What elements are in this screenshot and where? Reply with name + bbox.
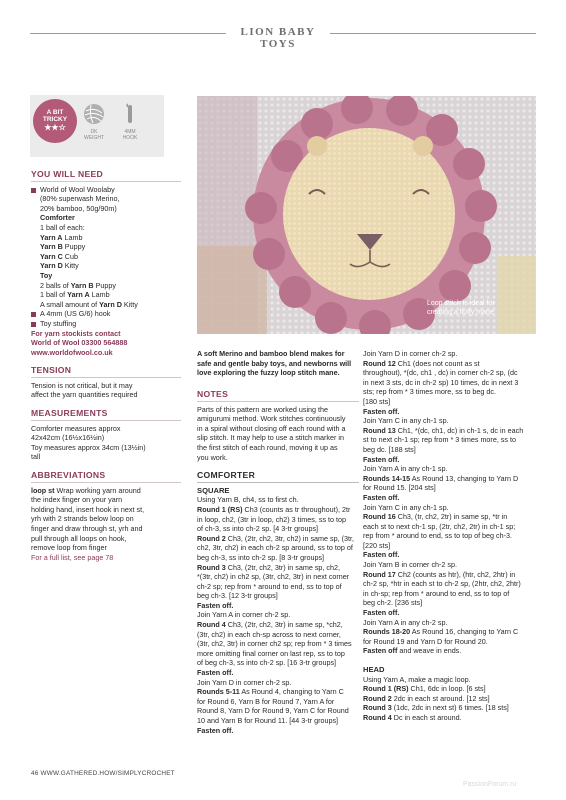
rounds-18-20-text-a: As Round 16, changing to Yarn C (410, 627, 519, 637)
comforter-qty: 1 ball of each: (40, 222, 85, 232)
join-yarn-a-3: Join Yarn A in any ch-2 sp. (363, 617, 448, 627)
abbrev-line-7: remove loop from finger (31, 543, 107, 553)
head-heading: HEAD (363, 665, 385, 674)
round-1-text-b: in loop, ch2, (3tr in loop, ch2) 3 times, ss to top (197, 514, 347, 524)
fasten-off-1: Fasten off. (197, 600, 234, 610)
round-3-text-a: Ch3, (2tr, ch2, 3tr) in same sp, ch2, (225, 562, 340, 572)
join-yarn-d: Join Yarn D in corner ch-2 sp. (197, 677, 292, 687)
measurements-line-2: 42x42cm (16½x16½in) (31, 433, 105, 443)
stockists-line-1: For yarn stockists contact (31, 328, 121, 338)
fasten-off-6: Fasten off. (363, 492, 400, 502)
head-round-2 (363, 694, 529, 704)
toy-line-2-pre: 1 ball of (40, 290, 68, 300)
head-round-1-text: Ch1, 6dc in loop. [6 sts] (408, 684, 486, 694)
rounds-5-11 (197, 687, 359, 697)
round-4-text-a: Ch3, (2tr, ch2, 3tr) in same sp, *ch2, (225, 620, 343, 630)
pattern-column-right (363, 349, 529, 723)
round-17-text-b: ch-2 sp, *htr in each st to ch-2 sp, (2htr, ch2, 2htr) (363, 579, 521, 589)
hook-size-caption (114, 129, 146, 141)
square-subheading: SQUARE (197, 485, 230, 495)
round-4-text-e: of beg ch-3, ss into ch-2 sp. [16 3-tr groups] (197, 658, 337, 668)
rounds-5-11-text-c: Round 8, Yarn D for Round 9, Yarn C for Round (197, 706, 349, 716)
yarn-fibre-line-2: 20% bamboo, 50g/90m) (40, 203, 117, 213)
round-2-text-a: Ch3, (2tr, ch2, 3tr, ch2) in same sp, (3tr, (225, 533, 354, 543)
rounds-14-15-label: Rounds 14-15 (363, 473, 411, 483)
toy-line-3-yarn: Yarn D (99, 299, 122, 309)
yarn-c-label: Yarn C (40, 251, 63, 261)
yarn-caption-1: DK (90, 129, 98, 135)
head-round-3 (363, 703, 529, 713)
round-4 (197, 620, 359, 630)
hook-item: A 4mm (US G/6) hook (31, 309, 181, 319)
yarn-d-name: Kitty (62, 261, 79, 271)
round-16 (363, 512, 529, 522)
toy-line-2 (31, 290, 181, 300)
round-1-text-c: of ch-3, ss into ch-2 sp. [4 3-tr groups] (197, 524, 319, 534)
round-13 (363, 426, 529, 436)
comforter-heading: COMFORTER (197, 471, 359, 483)
stockists-website: www.worldofwool.co.uk (31, 347, 113, 357)
abbrev-line-2: the index finger on your yarn (31, 495, 123, 505)
round-3-text-c: ch-2 sp; rep from * around to end, ss to top of (197, 581, 342, 591)
rounds-18-20-label: Rounds 18-20 (363, 627, 411, 637)
round-13-label: Round 13 (363, 425, 396, 435)
rounds-14-15-text-a: As Round 13, changing to Yarn D (410, 473, 519, 483)
rounds-5-11-text-d: 10 and Yarn B for Round 11. [44 3-tr groups] (197, 716, 339, 725)
join-yarn-a: Join Yarn A in corner ch-2 sp. (197, 610, 291, 620)
fasten-off-3: Fasten off. (197, 725, 234, 735)
head-round-1-label: Round 1 (RS) (363, 684, 409, 694)
join-yarn-a-2: Join Yarn A in any ch-1 sp. (363, 464, 448, 474)
abbrev-line-3: holding hand, insert hook in next st, (31, 504, 145, 514)
fasten-off-8: Fasten off. (363, 608, 400, 618)
rounds-18-20 (363, 627, 529, 637)
round-16-label: Round 16 (363, 512, 396, 522)
fasten-off-7: Fasten off. (363, 550, 400, 560)
notes-heading: NOTES (197, 390, 359, 402)
rounds-5-11-text-a: As Round 4, changing to Yarn C (239, 687, 344, 697)
round-17-text-d: beg ch-2. [236 sts] (363, 598, 423, 608)
header-rule-left (30, 33, 226, 34)
round-4-label: Round 4 (197, 620, 226, 630)
join-yarn-d-2: Join Yarn D in corner ch-2 sp. (363, 349, 458, 358)
intro-line-3: love exploring the fuzzy loop stitch mane. (197, 368, 340, 378)
photo-caption-line-2: creating a fluffy mane (427, 309, 494, 316)
notes-line-2: amigurumi method. Work stitches continuously (197, 414, 346, 424)
head-round-4-text: Dc in each st around. (391, 712, 462, 722)
round-13-text-c: beg dc. [188 sts] (363, 444, 416, 454)
notes-line-1: Parts of this pattern are worked using the (197, 404, 329, 414)
round-16-text-c: rep from * around to end, ss to top of beg ch-3. (363, 531, 513, 541)
round-1-label: Round 1 (RS) (197, 504, 243, 514)
round-12-label: Round 12 (363, 358, 396, 368)
toy-label: Toy (40, 270, 53, 280)
difficulty-line-1: A BIT (46, 109, 64, 116)
comforter-yarn-d (31, 261, 181, 271)
rounds-5-11-text-b: for Round 6, Yarn B for Round 7, Yarn A for (197, 696, 335, 706)
notes-line-5: the first stitch of each round, moving it up as (197, 442, 338, 452)
round-1-text-a: Ch3 (counts as tr throughout), 2tr (242, 504, 351, 514)
round-17-text-c: in ch-sp; rep from * around to end, ss to top of (363, 588, 510, 598)
abbrev-term: loop st (31, 485, 55, 495)
round-16-text-d: [220 sts] (363, 540, 391, 550)
fasten-off-2: Fasten off. (197, 668, 234, 678)
yarn-b-name: Puppy (62, 242, 86, 252)
abbrev-def-1: Wrap working yarn around (54, 485, 141, 495)
fasten-off-9-bold: Fasten off (363, 646, 398, 656)
measurements-heading: MEASUREMENTS (31, 409, 181, 421)
rounds-18-20-text-b: for Round 19 and Yarn D for Round 20. (363, 636, 488, 646)
intro-line-1: A soft Merino and bamboo blend makes for (197, 349, 345, 358)
toy-line-3-name: Kitty (121, 299, 138, 309)
yarn-d-label: Yarn D (40, 261, 63, 271)
fasten-off-9-rest: and weave in ends. (397, 646, 462, 656)
fasten-off-5: Fasten off. (363, 454, 400, 464)
watermark: PassionForum.ru (463, 781, 517, 788)
toy-line-2-name: Lamb (89, 290, 110, 300)
rounds-14-15 (363, 474, 529, 484)
round-12-text-c: in next 3 sts, dc in ch-2 sp) 10 times, dc in next 3 (363, 377, 519, 387)
sidebar (31, 170, 181, 562)
toy-line-2-yarn: Yarn A (67, 290, 90, 300)
tension-heading: TENSION (31, 366, 181, 378)
you-will-need-heading: YOU WILL NEED (31, 170, 181, 182)
fasten-off-4: Fasten off. (363, 406, 400, 416)
round-12 (363, 359, 529, 369)
difficulty-stars: ★★☆ (44, 123, 66, 132)
comforter-label: Comforter (40, 213, 75, 223)
yarn-b-label: Yarn B (40, 242, 63, 252)
difficulty-line-2: TRICKY (42, 116, 68, 123)
round-2-text-b: ch2, 3tr, ch2) in each ch-2 sp around, ss to top of (197, 543, 353, 553)
head-round-4 (363, 713, 529, 723)
abbreviations-heading: ABBREVIATIONS (31, 471, 181, 483)
toy-line-1-yarn: Yarn B (70, 280, 94, 290)
stuffing-item: Toy stuffing (31, 319, 181, 329)
pattern-column-middle (197, 390, 359, 735)
round-3-label: Round 3 (197, 562, 226, 572)
yarn-ball-icon (83, 103, 105, 125)
yarn-a-label: Yarn A (40, 232, 63, 242)
tension-line-2: affect the yarn quantities required (31, 390, 138, 400)
toy-line-1 (31, 281, 181, 291)
round-3-text-d: beg ch-3. [12 3-tr groups] (197, 591, 278, 601)
toy-line-3-pre: A small amount of (40, 299, 100, 309)
page-section-title: LION BABY TOYS (240, 26, 316, 50)
toy-line-3 (31, 300, 181, 310)
rounds-5-11-label: Rounds 5-11 (197, 687, 240, 697)
abbrev-line-1 (31, 486, 181, 496)
round-13-text-a: Ch1, *(dc, ch1, dc) in ch-1 s, dc in each (395, 425, 524, 435)
round-16-text-b: each st to next ch-1 sp, (2tr, ch2, 2tr) in ch-1 sp; (363, 521, 516, 531)
difficulty-badge (33, 99, 77, 143)
square-intro: Using Yarn B, ch4, ss to first ch. (197, 495, 299, 505)
hook-caption-1: 4MM (124, 129, 136, 135)
join-yarn-c: Join Yarn C in any ch-1 sp. (363, 416, 449, 426)
page-footer: 46 WWW.GATHERED.HOW/SIMPLYCROCHET (31, 770, 175, 777)
round-4-text-b: (3tr, ch2) in each ch-sp across to next corner, (197, 629, 341, 639)
comforter-yarn-a (31, 233, 181, 243)
stockists-line-2: World of Wool 03300 564888 (31, 338, 128, 348)
round-12-text-e: [180 sts] (363, 396, 391, 406)
photo-caption-line-1: Loop stitch is ideal for (427, 300, 495, 307)
abbrev-line-4: yrh with 2 strands below loop on (31, 514, 134, 524)
intro-text (197, 349, 359, 378)
yarn-fibre-line-1: (80% superwash Merino, (40, 194, 120, 204)
header-rule-right (330, 33, 536, 34)
notes-line-6: you work. (197, 452, 228, 462)
yarn-c-name: Cub (62, 251, 78, 261)
full-list-link[interactable]: For a full list, see page 78 (31, 552, 114, 562)
hook-caption-2: HOOK (122, 135, 138, 141)
round-2 (197, 534, 359, 544)
crochet-hook-icon (119, 103, 141, 125)
join-yarn-b: Join Yarn B in corner ch-2 sp. (363, 560, 458, 570)
yarn-a-name: Lamb (62, 232, 83, 242)
head-intro: Using Yarn A, make a magic loop. (363, 674, 471, 684)
round-17-text-a: Ch2 (counts as htr), (htr, ch2, 2htr) in (395, 569, 516, 579)
notes-line-3: in a spiral without closing off each round with a (197, 423, 346, 433)
round-17 (363, 570, 529, 580)
join-yarn-c-2: Join Yarn C in any ch-1 sp. (363, 502, 449, 512)
round-2-text-c: beg ch-3, ss into ch-2 sp. [8 3-tr groups] (197, 552, 325, 562)
yarn-weight-caption (78, 129, 110, 141)
abbrev-line-5: finger and draw through st, yrh and (31, 524, 143, 533)
round-12-text-b: throughout), *(dc, ch1 , dc) in corner ch-2 sp, (dc (363, 368, 518, 378)
head-round-2-label: Round 2 (363, 693, 392, 703)
round-13-text-b: st to next ch-1 sp; rep from * 3 times more, ss to (363, 435, 516, 445)
measurements-line-1: Comforter measures approx (31, 423, 121, 433)
lion-comforter-photo (197, 96, 536, 334)
rounds-14-15-text-b: for Round 15. [204 sts] (363, 483, 436, 493)
toy-line-1-pre: 2 balls of (40, 280, 71, 290)
comforter-yarn-b (31, 242, 181, 252)
round-16-text-a: Ch3, (tr, ch2, 2tr) in same sp, *tr in (395, 512, 508, 522)
yarn-brand-item: World of Wool Woolaby (31, 185, 181, 195)
head-round-2-text: 2dc in each st around. [12 sts] (391, 693, 490, 703)
head-round-3-label: Round 3 (363, 703, 392, 713)
round-12-text-a: Ch1 (does not count as st (395, 358, 480, 368)
round-1 (197, 505, 359, 515)
yarn-caption-2: WEIGHT (84, 135, 104, 141)
round-3 (197, 563, 359, 573)
round-12-text-d: sts; rep from * 3 times more, ss to beg dc. (363, 387, 497, 397)
head-round-1 (363, 684, 529, 694)
tension-line-1: Tension is not critical, but it may (31, 380, 133, 390)
toy-line-1-name: Puppy (93, 280, 116, 290)
head-round-4-label: Round 4 (363, 712, 392, 722)
measurements-line-4: tall (31, 452, 41, 462)
fasten-off-9 (363, 646, 529, 656)
comforter-yarn-c (31, 252, 181, 262)
round-4-text-d: more omitting final corner on last rep, ss to top (197, 648, 345, 658)
round-2-label: Round 2 (197, 533, 226, 543)
round-4-text-c: (3tr, ch2, 3tr) in corner ch2 sp; rep from * 3 times (197, 639, 352, 649)
measurements-line-3: Toy measures approx 34cm (13½in) (31, 442, 146, 452)
head-round-3-text: (1dc, 2dc in next st) 6 times. [18 sts] (391, 703, 509, 713)
abbrev-line-6: pull through all loops on hook, (31, 533, 127, 543)
intro-line-2: safe and gentle baby toys, and newborns will (197, 358, 352, 368)
round-17-label: Round 17 (363, 569, 396, 579)
round-3-text-b: *(3tr, ch2) in ch2 sp, (3tr, ch2, 3tr) in next corner (197, 572, 350, 582)
notes-line-4: slip stitch. It may help to use a stitch marker in (197, 433, 344, 443)
